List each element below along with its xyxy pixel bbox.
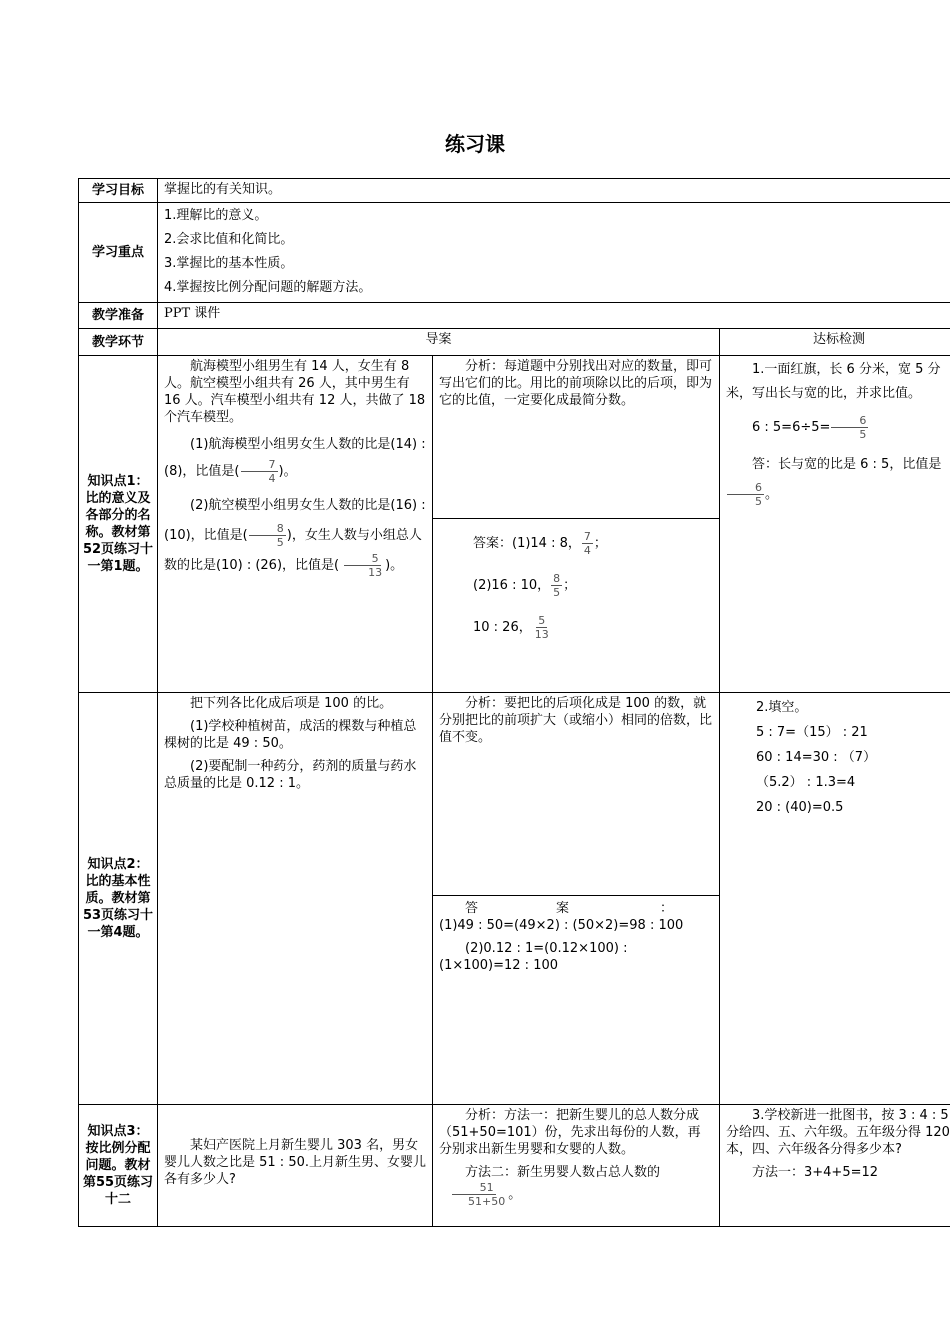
k1-problem-cell (158, 356, 433, 693)
k2-check-item: 20 : (40)=0.5 (756, 800, 844, 815)
fraction: $\frac{5}{13}$ (534, 614, 549, 641)
k3-check-question: 3.学校新进一批图书，按 3 : 4 : 5 分给四、五、六年级。五年级分得 120 本，四、六年级各分得多少本? (726, 1108, 950, 1157)
k2-question-2: (2)要配制一种药分，药剂的质量与药水总质量的比是 0.12 : 1。 (164, 759, 417, 791)
k2-guide-cell (433, 693, 720, 1105)
k2-check-title: 2.填空。 (756, 700, 808, 715)
k1-problem: 航海模型小组男生有 14 人，女生有 8 人。航空模型小组共有 26 人，其中男生有 16 人。汽车模型小组共有 12 人，共做了 18 个汽车模型。 (164, 359, 426, 425)
k2-check-item: （5.2） : 1.3=4 (756, 775, 856, 790)
k2-answer-2: (2)0.12 : 1=(0.12×100) : (1×100)=12 : 100 (439, 941, 628, 973)
fraction: $\frac{6}{5}$ (727, 481, 764, 508)
fraction: $\frac{7}{4}$ (583, 530, 591, 557)
section-header-label: 教学环节 (79, 329, 158, 356)
k2-check-cell (720, 693, 950, 1105)
lesson-table (78, 178, 950, 1227)
check-header: 达标检测 (720, 329, 950, 356)
k1-question-1: (1)航海模型小组男女生人数的比是(14) : (8)，比值是( $\frac{7}{4}$ )。 (164, 437, 426, 485)
k1-analysis: 分析：每道题中分别找出对应的数量，即可写出它们的比。用比的前项除以比的后项，即为它的比值，一定要化成最简分数。 (439, 359, 713, 408)
k2-analysis: 分析：要把比的后项化成是 100 的数，就分别把比的前项扩大（或缩小）相同的倍数，比值不变。 (439, 696, 713, 745)
k2-problem-cell (158, 693, 433, 1105)
k2-answer-1: (1)49 : 50=(49×2) : (50×2)=98 : 100 (439, 918, 684, 933)
k1-q1-text: (1)航海模型小组男女生人数的比是(14) : (8)，比值是( (164, 437, 426, 479)
k3-analysis-1: 分析：方法一：把新生婴儿的总人数分成（51+50=101）份，先求出每份的人数，再分别求出新生男婴和女婴的人数。 (439, 1108, 701, 1157)
page-title: 练习课 (445, 132, 505, 156)
focus-item: 4.掌握按比例分配问题的解题方法。 (164, 280, 372, 295)
k1-check-question: 1.一面红旗，长 6 分米，宽 5 分米，写出长与宽的比，并求比值。 (726, 362, 941, 401)
focus-list (158, 203, 950, 303)
k1-answer: 答案：(1)14 : 8， $\frac{7}{4}$ ； (2)16 : 10， $\frac{8}{5}$ ； 10 : 26， $\frac{5}{13}$ (433, 518, 719, 649)
k3-guide-cell (433, 1105, 720, 1227)
k1-check-cell (720, 356, 950, 693)
k3-check-method-1: 方法一：3+4+5=12 (752, 1165, 879, 1180)
goal-text: 掌握比的有关知识。 (158, 179, 950, 203)
goal-label: 学习目标 (79, 179, 158, 203)
focus-item: 3.掌握比的基本性质。 (164, 256, 294, 271)
k3-problem-cell (158, 1105, 433, 1227)
k1-guide-cell (433, 356, 720, 693)
k1-q2-text: (2)航空模型小组男女生人数的比是(16) : (10)，比值是( (164, 498, 426, 543)
k1-check-calc: 6 : 5=6÷5= $\frac{6}{5}$ (752, 414, 867, 441)
k2-check-item: 5 : 7=（15） : 21 (756, 725, 868, 740)
k3-label: 知识点3：按比例分配问题。教材第55页练习十二 (79, 1105, 158, 1227)
prep-text: PPT 课件 (158, 303, 950, 329)
guide-header: 导案 (158, 329, 720, 356)
k2-label: 知识点2：比的基本性质。教材第53页练习十一第4题。 (79, 693, 158, 1105)
k3-problem: 某妇产医院上月新生婴儿 303 名，男女婴儿人数之比是 51 : 50.上月新生男、女婴儿各有多少人? (164, 1138, 426, 1187)
k2-check-item: 60 : 14=30 : （7） (756, 750, 877, 765)
k1-check-answer: 答：长与宽的比是 6 : 5，比值是 $\frac{6}{5}$ 。 (726, 450, 950, 510)
fraction: $\frac{8}{5}$ (249, 522, 286, 549)
focus-item: 2.会求比值和化简比。 (164, 232, 294, 247)
k2-answer (433, 895, 719, 974)
k2-problem: 把下列各比化成后项是 100 的比。 (190, 696, 393, 711)
k1-label: 知识点1：比的意义及各部分的名称。教材第52页练习十一第1题。 (79, 356, 158, 693)
k2-question-1: (1)学校种植树苗，成活的棵数与种植总棵树的比是 49 : 50。 (164, 719, 417, 751)
fraction: $\frac{51}{51+50}$ (440, 1181, 507, 1208)
fraction: $\frac{6}{5}$ (831, 414, 868, 441)
fraction: $\frac{8}{5}$ (553, 572, 561, 599)
k3-check-cell (720, 1105, 950, 1227)
k3-analysis-2: 方法二：新生男婴人数占总人数的 $\frac{51}{51+50}$ 。 (439, 1164, 713, 1208)
k1-question-2: (2)航空模型小组男女生人数的比是(16) : (10)，比值是( $\frac{8}{5}$ )，女生人数与小组总人数的比是(10) : (26)，比值是( $\frac{5}{13}$ )。 (164, 498, 426, 579)
k2-answer-label: 答 案 ： (465, 901, 674, 916)
fraction: $\frac{7}{4}$ (241, 458, 278, 485)
fraction: $\frac{5}{13}$ (340, 552, 384, 579)
focus-item: 1.理解比的意义。 (164, 208, 268, 223)
focus-label: 学习重点 (79, 203, 158, 303)
prep-label: 教学准备 (79, 303, 158, 329)
